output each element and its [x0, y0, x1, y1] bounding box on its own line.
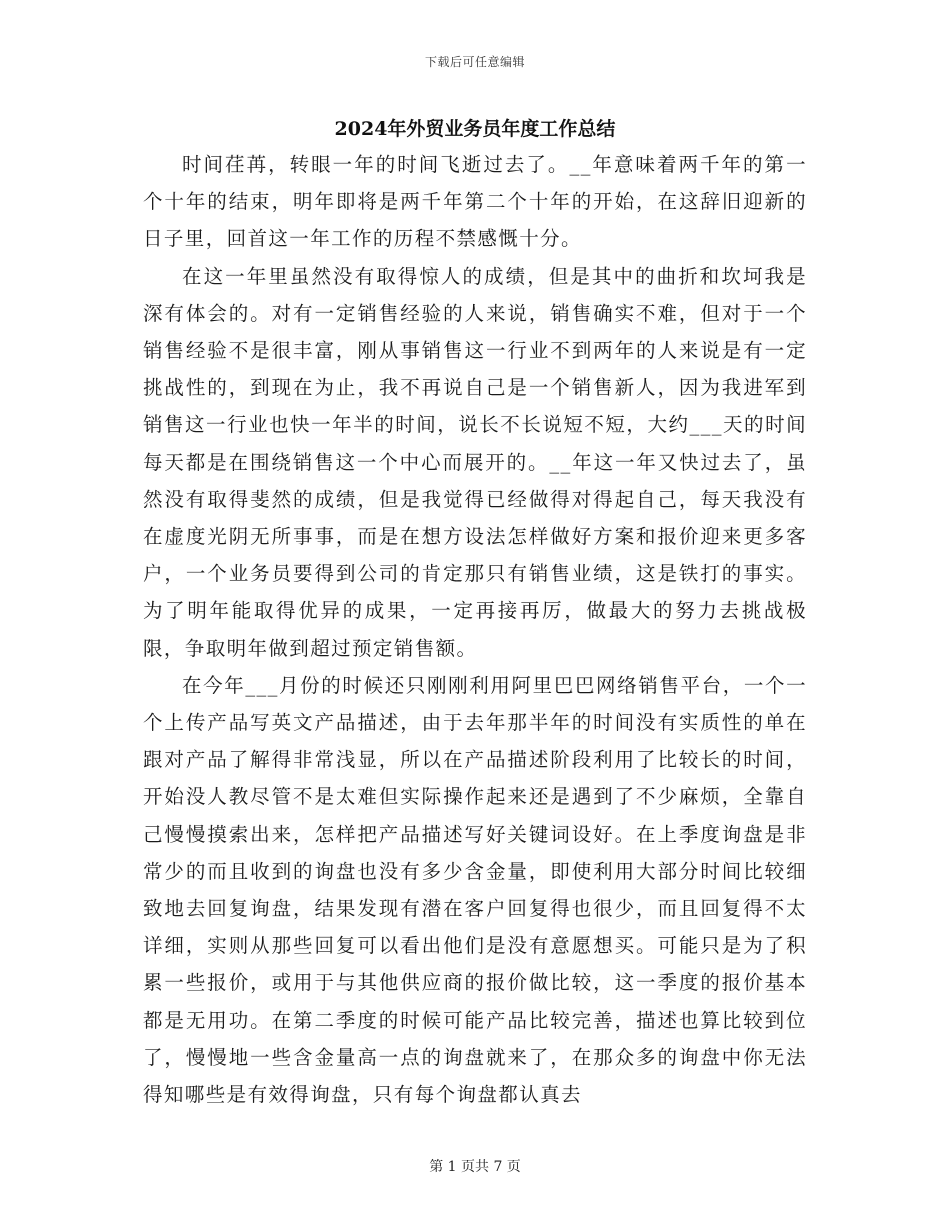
paragraph: 在这一年里虽然没有取得惊人的成绩，但是其中的曲折和坎坷我是深有体会的。对有一定销售经验的人来说，销售确实不难，但对于一个销售经验不是很丰富，刚从事销售这一行业不到两年的人来说是有一定挑战性的，到现在为止，我不再说自己是一个销售新人，因为我进军到销售这一行业也快一年半的时间，说长不长说短不短，大约___天的时间每天都是在围绕销售这一个中心而展开的。__年这一年又快过去了，虽然没有取得斐然的成绩，但是我觉得已经做得对得起自己，每天我没有在虚度光阴无所事事，而是在想方设法怎样做好方案和报价迎来更多客户，一个业务员要得到公司的肯定那只有销售业绩，这是铁打的事实。为了明年能取得优异的成果，一定再接再厉，做最大的努力去挑战极限，争取明年做到超过预定销售额。 [143, 264, 807, 660]
document-title: 2024年外贸业务员年度工作总结 [334, 118, 616, 140]
page-number: 第 1 页共 7 页 [429, 1159, 521, 1175]
paragraph: 时间荏苒，转眼一年的时间飞逝过去了。__年意味着两千年的第一个十年的结束，明年即将是两千年第二个十年的开始，在这辞旧迎新的日子里，回首这一年工作的历程不禁感慨十分。 [143, 153, 807, 251]
paragraph: 在今年___月份的时候还只刚刚利用阿里巴巴网络销售平台，一个一个上传产品写英文产品描述，由于去年那半年的时间没有实质性的单在跟对产品了解得非常浅显，所以在产品描述阶段利用了比较长的时间，开始没人教尽管不是太难但实际操作起来还是遇到了不少麻烦，全靠自己慢慢摸索出来，怎样把产品描述写好关键词设好。在上季度询盘是非常少的而且收到的询盘也没有多少含金量，即使利用大部分时间比较细致地去回复询盘，结果发现有潜在客户回复得也很少，而且回复得不太详细，实则从那些回复可以看出他们是没有意愿想买。可能只是为了积累一些报价，或用于与其他供应商的报价做比较，这一季度的报价基本都是无用功。在第二季度的时候可能产品比较完善，描述也算比较到位了，慢慢地一些含金量高一点的询盘就来了，在那众多的询盘中你无法得知哪些是有效得询盘，只有每个询盘都认真去 [143, 673, 807, 1107]
document-body [143, 146, 807, 1113]
header-note: 下载后可任意编辑 [424, 55, 525, 69]
